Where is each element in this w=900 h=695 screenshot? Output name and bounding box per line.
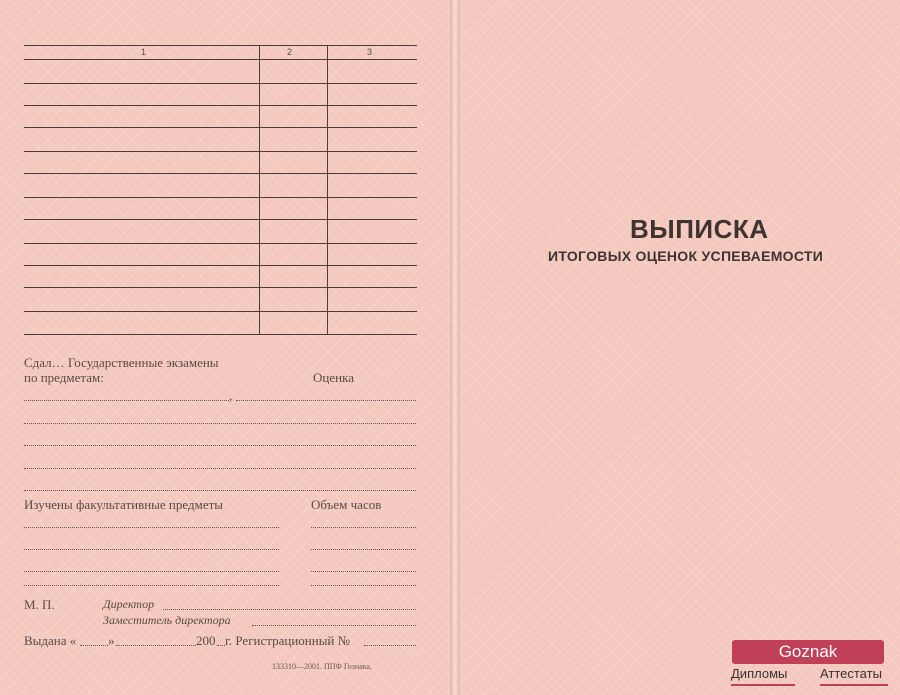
column-header-3: 3 xyxy=(367,47,373,57)
certificates-underline xyxy=(820,684,888,686)
table-row xyxy=(24,287,417,288)
exam-line xyxy=(24,468,416,469)
deputy-signature-line xyxy=(252,625,416,626)
table-row xyxy=(24,311,417,312)
issued-month-line xyxy=(116,645,196,646)
director-label: Директор xyxy=(103,597,155,611)
table-row xyxy=(24,59,417,60)
issued-mid: » xyxy=(108,633,115,648)
diplomas-link[interactable]: Дипломы xyxy=(731,666,788,681)
elective-line xyxy=(24,585,279,586)
grades-table xyxy=(24,45,417,335)
grade-label: Оценка xyxy=(313,370,354,385)
registration-label: г. Регистрационный № xyxy=(225,633,351,648)
exam-line xyxy=(24,423,416,424)
exams-subheading: по предметам: xyxy=(24,370,104,385)
table-row xyxy=(24,197,417,198)
table-row xyxy=(24,83,417,84)
print-info: 133310—2001. ППФ Гознака. xyxy=(272,662,373,671)
elective-line xyxy=(24,571,279,572)
hours-line xyxy=(311,571,416,572)
table-row xyxy=(24,173,417,174)
elective-line xyxy=(24,527,279,528)
certificates-link[interactable]: Аттестаты xyxy=(820,666,882,681)
right-page xyxy=(458,0,900,695)
deputy-director-label: Заместитель директора xyxy=(103,613,231,627)
issued-prefix: Выдана « xyxy=(24,633,77,648)
exam-line xyxy=(236,400,416,401)
elective-line xyxy=(24,549,279,550)
director-signature-line xyxy=(163,609,416,610)
exam-line-separator: , xyxy=(229,388,233,403)
exam-line xyxy=(24,400,229,401)
table-divider xyxy=(259,46,260,334)
electives-heading: Изучены факультативные предметы xyxy=(24,497,224,512)
table-row xyxy=(24,219,417,220)
issued-day-line xyxy=(80,645,108,646)
seal-label: М. П. xyxy=(24,597,55,612)
table-row xyxy=(24,151,417,152)
registration-number-line xyxy=(364,645,416,646)
table-row xyxy=(24,105,417,106)
document-subtitle: ИТОГОВЫХ ОЦЕНОК УСПЕВАЕМОСТИ xyxy=(548,248,824,264)
column-header-1: 1 xyxy=(141,47,147,57)
column-header-2: 2 xyxy=(287,47,293,57)
hours-line xyxy=(311,527,416,528)
table-row xyxy=(24,127,417,128)
issued-year-prefix: 200 xyxy=(196,633,216,648)
exam-line xyxy=(24,445,416,446)
document-title: ВЫПИСКА xyxy=(630,214,769,244)
table-row xyxy=(24,265,417,266)
hours-line xyxy=(311,549,416,550)
goznak-badge[interactable]: Goznak xyxy=(732,640,884,664)
page-fold xyxy=(450,0,460,695)
exam-line xyxy=(24,490,416,491)
exams-heading: Сдал… Государственные экзамены xyxy=(24,355,219,370)
hours-label: Объем часов xyxy=(311,497,382,512)
table-row xyxy=(24,243,417,244)
diplomas-underline xyxy=(731,684,795,686)
table-divider xyxy=(327,46,328,334)
issued-year-line xyxy=(217,645,225,646)
hours-line xyxy=(311,585,416,586)
